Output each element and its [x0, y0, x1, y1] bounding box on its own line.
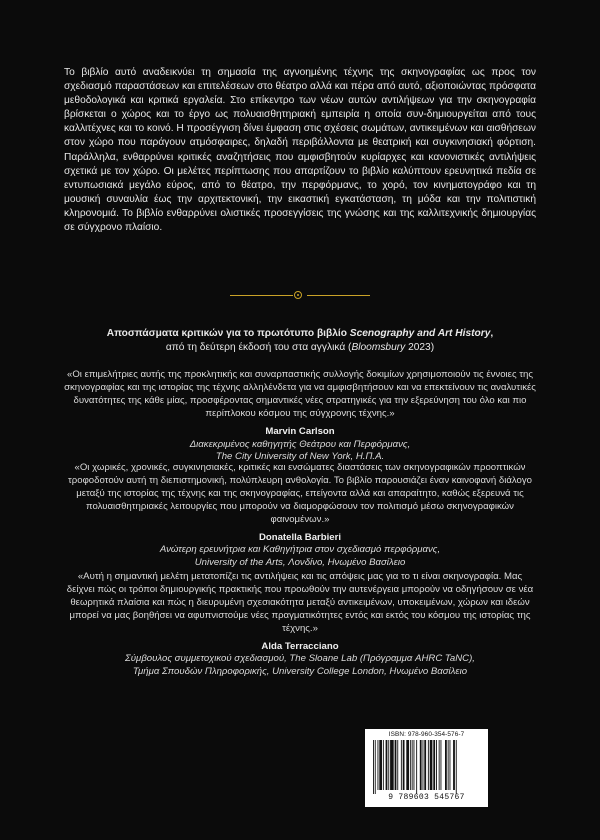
reviewer-affiliation: Σύμβουλος συμμετοχικού σχεδιασμού, The Sloane Lab (Πρόγραμμα AHRC TaNC),	[125, 653, 475, 665]
barcode-bar	[439, 740, 440, 790]
barcode-bar	[423, 740, 424, 790]
barcode-bars-icon	[371, 740, 482, 794]
excerpts-book-title: Scenography and Art History	[349, 328, 491, 339]
barcode-bar	[379, 740, 382, 790]
barcode-bar	[414, 740, 415, 790]
reviewer-affiliation: The City University of New York, Η.Π.Α.	[215, 451, 385, 463]
reviewer-affiliation: Ανώτερη ερευνήτρια και Καθηγήτρια στον σχεδιασμό περφόρμανς,	[159, 544, 441, 556]
excerpts-subtitle-prefix: από τη δεύτερη έκδοσή του στα αγγλικά (	[165, 341, 352, 353]
excerpts-title-suffix: ,	[490, 328, 494, 339]
barcode-bar	[456, 740, 457, 794]
reviewer-affiliation: Διακεκριμένος καθηγητής Θεάτρου και Περφόρμανς,	[189, 438, 411, 450]
review-quote: «Οι χωρικές, χρονικές, συγκινησιακές, κριτικές και ενσώματες διαστάσεις των σκηνογραφικών προοπτικών τροφοδοτούν αυτή τη διεπιστημονική, πολύπλευρη ανθολογία. Το βιβλίο παρουσιάζει έναν καινοφανή διάλογο μεταξύ της ιστορίας της τέχνης και της σκηνογραφίας, επείγοντα αλλά και απαραίτητο, καθώς εξερευνά τις πολυαισθητηριακές λειτουργίες που μπορούν να διαμορφώσουν τον πολιτισμό μέσω σκηνογραφικών φαινομένων.»	[67, 462, 532, 525]
barcode-bar	[433, 740, 435, 790]
isbn-label: ISBN: 978-960-354-576-7	[388, 731, 465, 738]
barcode-bar	[395, 740, 397, 790]
review-block	[64, 462, 536, 570]
barcode-bar	[378, 740, 379, 790]
barcode-bar	[428, 740, 429, 790]
reviewer-name: Alda Terracciano	[261, 640, 339, 652]
barcode-bar	[453, 740, 455, 790]
barcode-digits: 9 789603 545767	[388, 793, 465, 802]
excerpts-title-prefix: Αποσπάσματα κριτικών για το πρωτότυπο βιβλίο	[106, 328, 350, 339]
barcode-bar	[390, 740, 394, 790]
barcode-bar	[420, 740, 422, 790]
reviewer-name: Donatella Barbieri	[258, 531, 342, 543]
ornamental-divider	[230, 290, 370, 302]
barcode-bar	[430, 740, 433, 790]
barcode-bar	[441, 740, 442, 790]
divider-line-right	[307, 295, 370, 296]
review-block	[64, 571, 536, 679]
barcode-bar	[403, 740, 405, 790]
barcode-bar	[436, 740, 437, 790]
isbn-barcode	[365, 729, 488, 807]
barcode-bar	[416, 740, 417, 794]
reviewer-name: Marvin Carlson	[265, 425, 335, 437]
barcode-bar	[375, 740, 376, 794]
barcode-bar	[386, 740, 388, 790]
reviewer	[64, 426, 536, 465]
intro-paragraph: Το βιβλίο αυτό αναδεικνύει τη σημασία της αγνοημένης τέχνης της σκηνογραφίας ως προς τον σχεδιασμό παραστάσεων και επιτελέσεων στο θέατρο αλλά και πέρα από αυτό, αξιοποιώντας πρόσφατα μεθοδολογικά και κριτικά εργαλεία. Στο επίκεντρο των νέων αυτών αντιλήψεων για την σκηνογραφία βρίσκεται ο χώρος και το έργο ως πολυαισθητηριακή εμπειρία η οποία συν-δημιουργείται από τους καλλιτέχνες και το κοινό. Η προσέγγιση δίνει έμφαση στις σχέσεις σωμάτων, αντικειμένων και αισθήσεων στον χώρο που παράγουν ατμόσφαιρες, δηλαδή περιβάλλοντα με θεατρική και συγκινησιακή φόρτιση. Παράλληλα, ενθαρρύνει κριτικές αναζητήσεις που αμφισβητούν κυρίαρχες και κανονιστικές αντιλήψεις σχετικά με τον χώρο. Οι μελέτες περίπτωσης που απαρτίζουν το βιβλίο καλύπτουν ερευνητικά πεδία σε εντυπωσιακά μεγάλο εύρος, από το θέατρο, την περφόρμανς, το χορό, τον κινηματογράφο και τη μουσική συναυλία έως την αρχιτεκτονική, την εικαστική εγκατάσταση, τη μόδα και την πολιτιστική κληρονομιά. Το βιβλίο ενθαρρύνει ολιστικές προσεγγίσεις της γνώσης και της καλλιτεχνικής δημιουργίας σε σύγχρονο πλαίσιο.	[64, 67, 536, 234]
excerpts-subtitle-publisher: Bloomsbury	[351, 341, 406, 353]
excerpts-subtitle	[64, 341, 536, 355]
excerpts-title	[64, 327, 536, 341]
reviewer	[64, 532, 536, 571]
reviewer-affiliation: Τμήμα Σπουδών Πληροφορικής, University College London, Ηνωμένο Βασίλειο	[132, 666, 468, 678]
barcode-bar	[445, 740, 447, 790]
review-quote: «Οι επιμελήτριες αυτής της προκλητικής και συναρπαστικής συλλογής δοκιμίων χρησιμοποιούν τις έννοιες της σκηνογραφίας και της ιστορίας της τέχνης αλληλένδετα για να αμφισβητήσουν και να επεκτείνουν τις αναλυτικές δυνατότητες της κάθε μίας, προσφέροντας σημαντικές νέες στρατηγικές για την εξερεύνηση του όλο και πιο περίπλοκου κόσμου της σύγχρονης τέχνης.»	[64, 369, 536, 419]
barcode-bar	[388, 740, 389, 790]
divider-circle-icon	[294, 291, 302, 299]
barcode-bar	[450, 740, 451, 790]
barcode-bar	[383, 740, 384, 790]
review-block	[64, 369, 536, 464]
barcode-bar	[406, 740, 409, 790]
barcode-bar	[412, 740, 413, 790]
divider-line-left	[230, 295, 293, 296]
barcode-bar	[448, 740, 449, 790]
reviewer	[64, 641, 536, 680]
excerpts-subtitle-suffix: 2023)	[405, 341, 435, 353]
barcode-bar	[397, 740, 398, 790]
excerpts-header	[64, 327, 536, 354]
reviewer-affiliation: University of the Arts, Λονδίνο, Ηνωμένο Βασίλειο	[194, 557, 406, 569]
barcode-bar	[410, 740, 411, 790]
barcode-bar	[401, 740, 402, 790]
review-quote: «Αυτή η σημαντική μελέτη μετατοπίζει τις αντιλήψεις και τις απόψεις μας για το τι είναι σκηνογραφία. Μας δείχνει πώς οι τρόποι δημιουργικής πρακτικής που προωθούν την αυτενέργεια μπορούν να οδηγήσουν σε νέα θεωρητικά πλαίσια και πώς η διευρυμένη σχεσιακότητα μεταξύ αντικειμένων, υποκειμένων, χώρων και ιδεών μπορεί να μας βοηθήσει να αφυπνιστούμε νέες πραγματικότητες εντός και εκτός του κόσμου της ιστορίας της τέχνης.»	[66, 571, 534, 634]
barcode-bar	[424, 740, 426, 790]
barcode-bar	[373, 740, 374, 794]
